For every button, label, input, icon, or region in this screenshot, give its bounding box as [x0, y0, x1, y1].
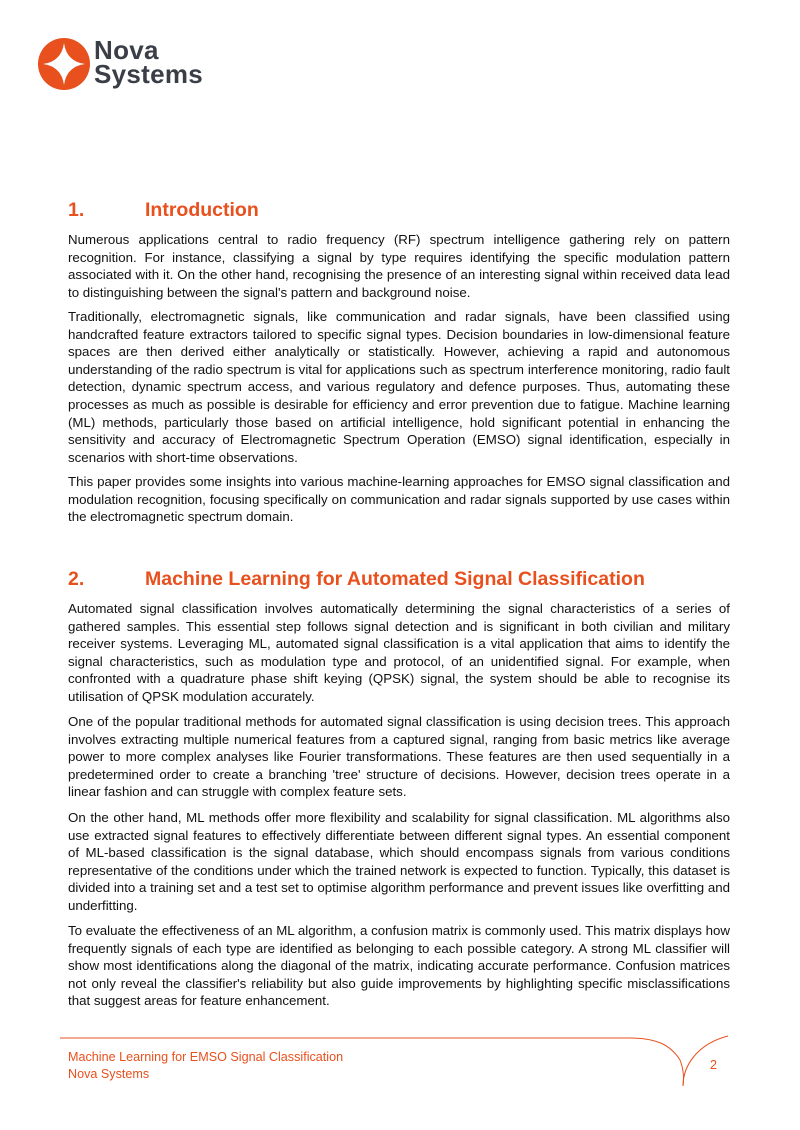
footer-document-title: Machine Learning for EMSO Signal Classification [68, 1050, 344, 1064]
nova-systems-logo [37, 37, 237, 93]
logo-line-1: Nova [94, 35, 159, 65]
section-2-paragraph-4: To evaluate the effectiveness of an ML algorithm, a confusion matrix is commonly used. This matrix displays how frequently signals of each type are identified as belonging to each possible category. A strong ML classifier will show most identifications along the diagonal of the matrix, indicating accurate performance. Confusion matrices not only reveal the classifier's reliability but also guide improvements by highlighting specific misclassifications that suggest areas for feature enhancement. [68, 923, 730, 1009]
section-1-title: Introduction [145, 199, 259, 221]
section-2-paragraph-1: Automated signal classification involves automatically determining the signal characteristics of a series of gathered samples. This essential step follows signal detection and is significant in both civilian and military receiver systems. Leveraging ML, automated signal classification is a vital application that aims to identify the signal characteristics, such as modulation type and protocol, of an unidentified signal. For example, when confronted with a quadrature phase shift keying (QPSK) signal, the system should be able to recognise its utilisation of QPSK modulation accurately. [68, 601, 730, 704]
logo-wordmark [94, 35, 204, 89]
footer-company: Nova Systems [68, 1067, 150, 1081]
footer-text [68, 1049, 343, 1083]
section-2-number: 2. [68, 568, 85, 590]
section-1-paragraph-1: Numerous applications central to radio frequency (RF) spectrum intelligence gathering rely on pattern recognition. For instance, classifying a signal by type requires identifying the specific modulation pattern associated with it. On the other hand, recognising the presence of an interesting signal within received data lead to distinguishing between the signal's pattern and background noise. [68, 232, 730, 300]
nova-star-icon [37, 37, 91, 91]
page-number: 2 [710, 1058, 718, 1072]
section-1-heading [68, 199, 259, 222]
section-2-heading [68, 568, 645, 591]
section-1-number: 1. [68, 199, 85, 221]
section-1-paragraph-3: This paper provides some insights into various machine-learning approaches for EMSO signal classification and modulation recognition, focusing specifically on communication and radar signals supported by use cases within the electromagnetic spectrum domain. [68, 474, 730, 525]
section-1-paragraph-2: Traditionally, electromagnetic signals, like communication and radar signals, have been classified using handcrafted feature extractors tailored to specific signal types. Decision boundaries in low-dimensional feature spaces are then derived either analytically or statistically. However, achieving a rapid and autonomous understanding of the radio spectrum is vital for applications such as spectrum interference monitoring, radio fault detection, dynamic spectrum access, and various regulatory and defence purposes. Thus, automating these processes as much as possible is desirable for efficiency and error prevention due to fatigue. Machine learning (ML) methods, particularly those based on artificial intelligence, hold significant potential in enhancing the sensitivity and accuracy of Electromagnetic Spectrum Operation (EMSO) signal identification, especially in scenarios with short-time observations. [68, 309, 730, 465]
section-2-paragraph-3: On the other hand, ML methods offer more flexibility and scalability for signal classification. ML algorithms also use extracted signal features to effectively differentiate between different signal types. An essential component of ML-based classification is the signal database, which should encompass signals from various conditions representative of the conditions under which the trained network is expected to function. Typically, this dataset is divided into a training set and a test set to optimise algorithm performance and prevent issues like overfitting and underfitting. [68, 810, 730, 913]
section-2-title: Machine Learning for Automated Signal Classification [145, 568, 645, 590]
section-2-paragraph-2: One of the popular traditional methods for automated signal classification is using decision trees. This approach involves extracting multiple numerical features from a captured signal, ranging from basic metrics like average power to more complex analyses like Fourier transformations. These features are then used sequentially in a predetermined order to create a branching 'tree' structure of decisions. However, decision trees operate in a linear fashion and can struggle with complex feature sets. [68, 714, 730, 800]
logo-line-2: Systems [94, 59, 204, 89]
